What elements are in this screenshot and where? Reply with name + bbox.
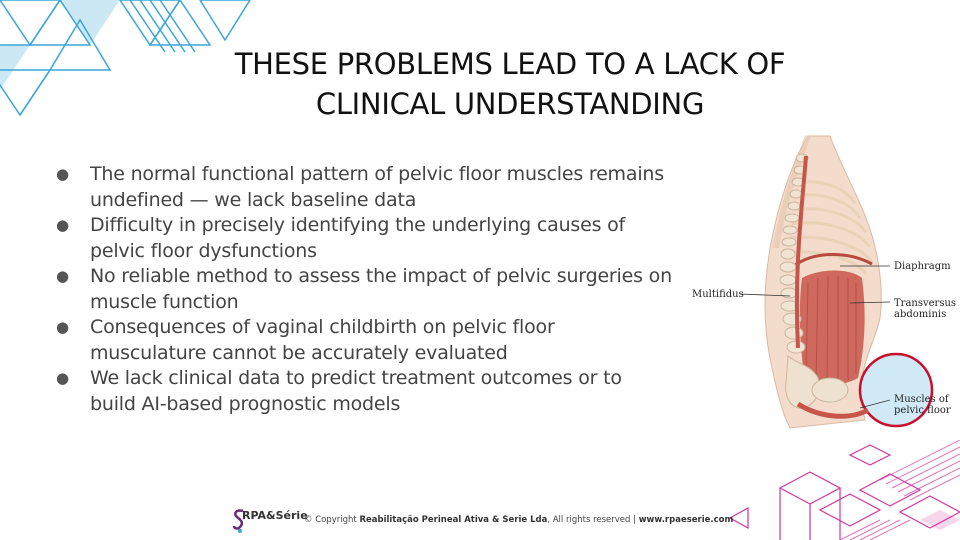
- bullet-glyph: ●: [56, 318, 69, 336]
- title-line-2: CLINICAL UNDERSTANDING: [315, 87, 705, 121]
- label-pelvic-line1: Muscles of: [894, 394, 949, 405]
- copyright-text: [304, 515, 733, 525]
- bullet-text: The normal functional pattern of pelvic floor muscles remains undefined — we lack baseline data: [90, 163, 664, 211]
- bullet-glyph: ●: [56, 267, 69, 285]
- bullet-glyph: ●: [56, 369, 69, 387]
- bullet-item: [52, 315, 672, 366]
- copyright-company: Reabilitação Perineal Ativa & Serie Lda: [359, 515, 548, 525]
- bullet-glyph: ●: [56, 216, 69, 234]
- title-line-1: THESE PROBLEMS LEAD TO A LACK OF: [234, 47, 786, 81]
- company-logo: [232, 508, 308, 534]
- bullet-text: No reliable method to assess the impact of pelvic surgeries on muscle function: [90, 265, 672, 313]
- bullet-item: [52, 264, 672, 315]
- bullet-text: We lack clinical data to predict treatment outcomes or to build AI-based prognostic models: [90, 367, 622, 415]
- bullet-item: [52, 162, 672, 213]
- copyright-prefix: © Copyright: [304, 515, 360, 525]
- label-multifidus: Multifidus: [692, 289, 744, 300]
- label-transversus-line1: Transversus: [894, 298, 957, 309]
- slide-title: [180, 44, 840, 124]
- label-diaphragm: Diaphragm: [894, 261, 951, 272]
- label-pelvic-line2: pelvic floor: [894, 405, 951, 416]
- bullet-list: [52, 162, 672, 417]
- bullet-item: [52, 213, 672, 264]
- bullet-text: Difficulty in precisely identifying the underlying causes of pelvic floor dysfunctions: [90, 214, 626, 262]
- anatomy-figure: [690, 128, 960, 458]
- logo-text: RPA&Série: [242, 509, 308, 522]
- label-transversus-line2: abdominis: [894, 309, 947, 320]
- bullet-glyph: ●: [56, 165, 69, 183]
- bullet-item: [52, 366, 672, 417]
- footer: [232, 508, 792, 534]
- copyright-rights: , All rights reserved |: [547, 515, 639, 525]
- bullet-text: Consequences of vaginal childbirth on pelvic floor musculature cannot be accurately evaluated: [90, 316, 555, 364]
- website-link[interactable]: www.rpaeserie.com: [638, 515, 734, 525]
